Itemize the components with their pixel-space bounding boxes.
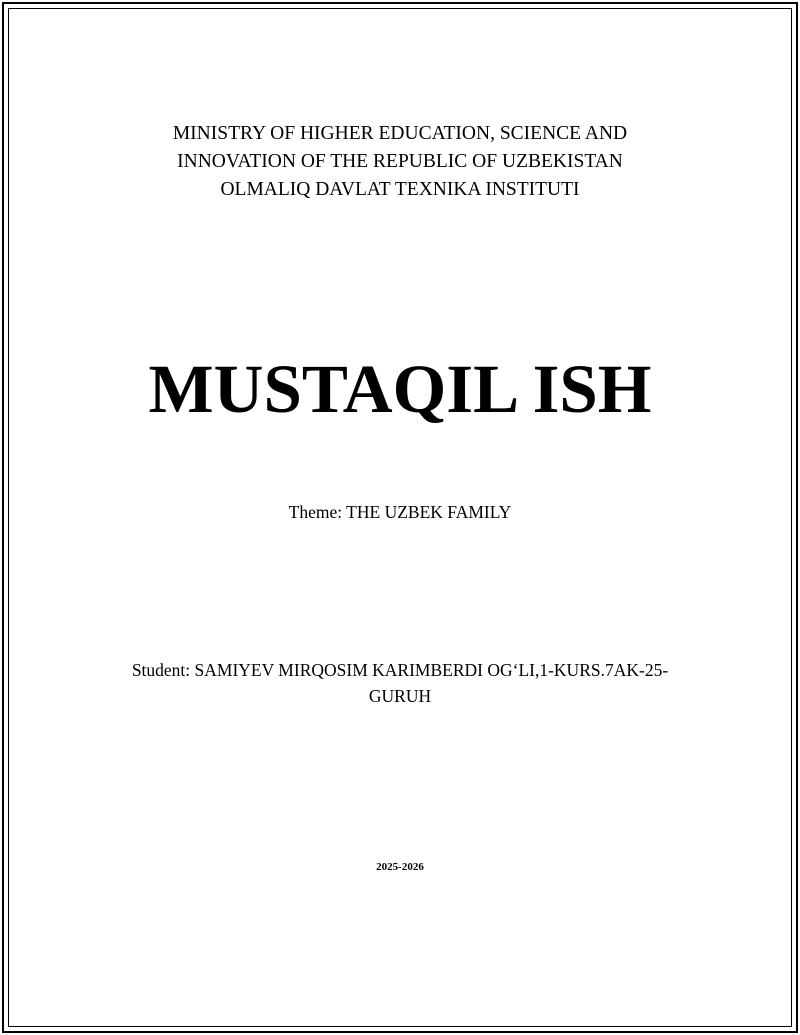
institution-header: [0, 120, 800, 204]
header-line-3: OLMALIQ DAVLAT TEXNIKA INSTITUTI: [220, 179, 580, 200]
student-line-1: Student: SAMIYEV MIRQOSIM KARIMBERDI OG‘LI,1-KURS.7AK-25-: [131, 660, 669, 680]
student-line-2: GURUH: [368, 686, 432, 706]
header-line-1: MINISTRY OF HIGHER EDUCATION, SCIENCE AND: [172, 123, 628, 144]
theme-line: Theme: THE UZBEK FAMILY: [288, 502, 512, 522]
student-info: [112, 657, 688, 709]
document-title: MUSTAQIL ISH: [148, 351, 652, 427]
academic-year: 2025-2026: [376, 861, 424, 873]
header-line-2: INNOVATION OF THE REPUBLIC OF UZBEKISTAN: [177, 151, 623, 172]
